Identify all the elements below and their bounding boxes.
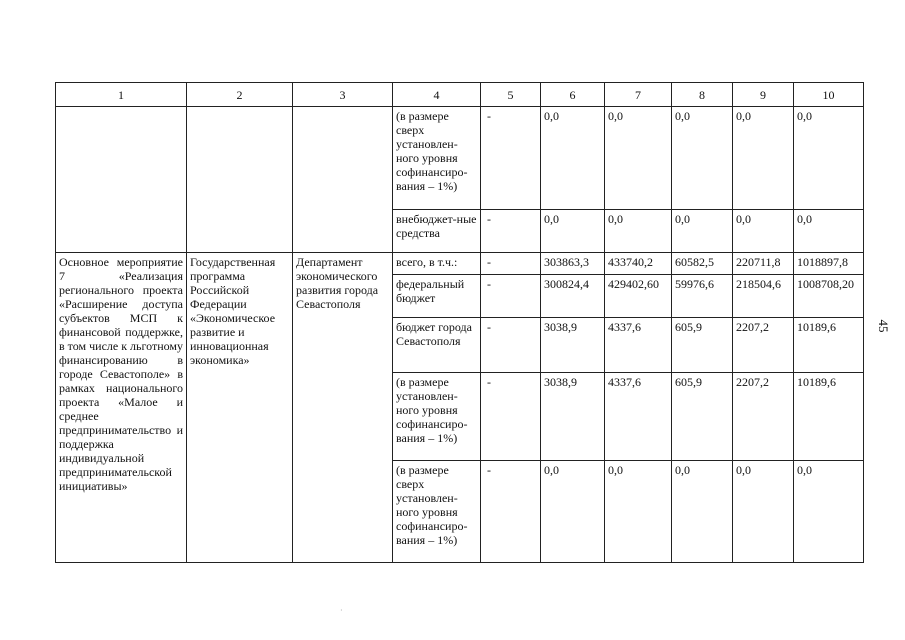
col5-cell: - — [481, 107, 541, 210]
measure-name-cell: Основное мероприятие 7 «Реализация регионального проекта «Расширение доступа субъектов МСП к финансовой поддержке, в том числе к льготному финансированию в городе Севастополе» в рамках национального проекта «Малое и среднее предпринимательство и поддержка индивидуальной предпринимательской инициативы» — [56, 253, 187, 563]
header-cell: 2 — [187, 83, 293, 107]
value-cell: 0,0 — [733, 107, 794, 210]
funding-source-cell: внебюджет-ные средства — [393, 210, 481, 253]
value-cell: 0,0 — [672, 107, 733, 210]
header-cell: 10 — [794, 83, 864, 107]
value-cell: 433740,2 — [605, 253, 672, 275]
value-cell: 10189,6 — [794, 318, 864, 373]
executor-cell: Департамент экономического развития города Севастополя — [293, 253, 393, 563]
header-cell: 1 — [56, 83, 187, 107]
col5-cell: - — [481, 210, 541, 253]
budget-table — [55, 82, 864, 563]
header-cell: 8 — [672, 83, 733, 107]
value-cell: 4337,6 — [605, 318, 672, 373]
funding-source-cell: (в размере сверх установлен-ного уровня софинансиро-вания – 1%) — [393, 107, 481, 210]
table-row — [56, 107, 864, 210]
value-cell: 3038,9 — [541, 318, 605, 373]
value-cell: 1008708,20 — [794, 275, 864, 318]
value-cell: 0,0 — [794, 107, 864, 210]
value-cell: 10189,6 — [794, 373, 864, 461]
col5-cell: - — [481, 461, 541, 563]
page-number: 45 — [876, 319, 891, 333]
value-cell: 605,9 — [672, 373, 733, 461]
col5-cell: - — [481, 253, 541, 275]
value-cell: 0,0 — [672, 461, 733, 563]
value-cell: 0,0 — [605, 461, 672, 563]
value-cell: 0,0 — [605, 210, 672, 253]
value-cell: 220711,8 — [733, 253, 794, 275]
header-cell: 7 — [605, 83, 672, 107]
value-cell: 0,0 — [794, 461, 864, 563]
empty-cell — [293, 107, 393, 253]
scan-dot: · — [340, 606, 343, 615]
col5-cell: - — [481, 373, 541, 461]
value-cell: 3038,9 — [541, 373, 605, 461]
value-cell: 0,0 — [541, 210, 605, 253]
funding-source-cell: федеральный бюджет — [393, 275, 481, 318]
value-cell: 1018897,8 — [794, 253, 864, 275]
header-cell: 6 — [541, 83, 605, 107]
value-cell: 2207,2 — [733, 318, 794, 373]
value-cell: 2207,2 — [733, 373, 794, 461]
value-cell: 0,0 — [541, 461, 605, 563]
program-cell: Государственная программа Российской Федерации «Экономическое развитие и инновационная экономика» — [187, 253, 293, 563]
value-cell: 59976,6 — [672, 275, 733, 318]
col5-cell: - — [481, 318, 541, 373]
funding-source-cell: бюджет города Севастополя — [393, 318, 481, 373]
value-cell: 0,0 — [541, 107, 605, 210]
funding-source-cell: (в размере сверх установлен-ного уровня софинансиро-вания – 1%) — [393, 461, 481, 563]
value-cell: 303863,3 — [541, 253, 605, 275]
table-row — [56, 253, 864, 275]
header-row — [56, 83, 864, 107]
funding-source-cell: (в размере установлен-ного уровня софинансиро-вания – 1%) — [393, 373, 481, 461]
col5-cell: - — [481, 275, 541, 318]
value-cell: 605,9 — [672, 318, 733, 373]
funding-source-cell: всего, в т.ч.: — [393, 253, 481, 275]
empty-cell — [56, 107, 187, 253]
header-cell: 4 — [393, 83, 481, 107]
value-cell: 0,0 — [672, 210, 733, 253]
value-cell: 429402,60 — [605, 275, 672, 318]
value-cell: 0,0 — [733, 461, 794, 563]
value-cell: 60582,5 — [672, 253, 733, 275]
value-cell: 0,0 — [605, 107, 672, 210]
value-cell: 4337,6 — [605, 373, 672, 461]
value-cell: 218504,6 — [733, 275, 794, 318]
empty-cell — [187, 107, 293, 253]
value-cell: 0,0 — [733, 210, 794, 253]
value-cell: 300824,4 — [541, 275, 605, 318]
value-cell: 0,0 — [794, 210, 864, 253]
header-cell: 9 — [733, 83, 794, 107]
header-cell: 5 — [481, 83, 541, 107]
header-cell: 3 — [293, 83, 393, 107]
